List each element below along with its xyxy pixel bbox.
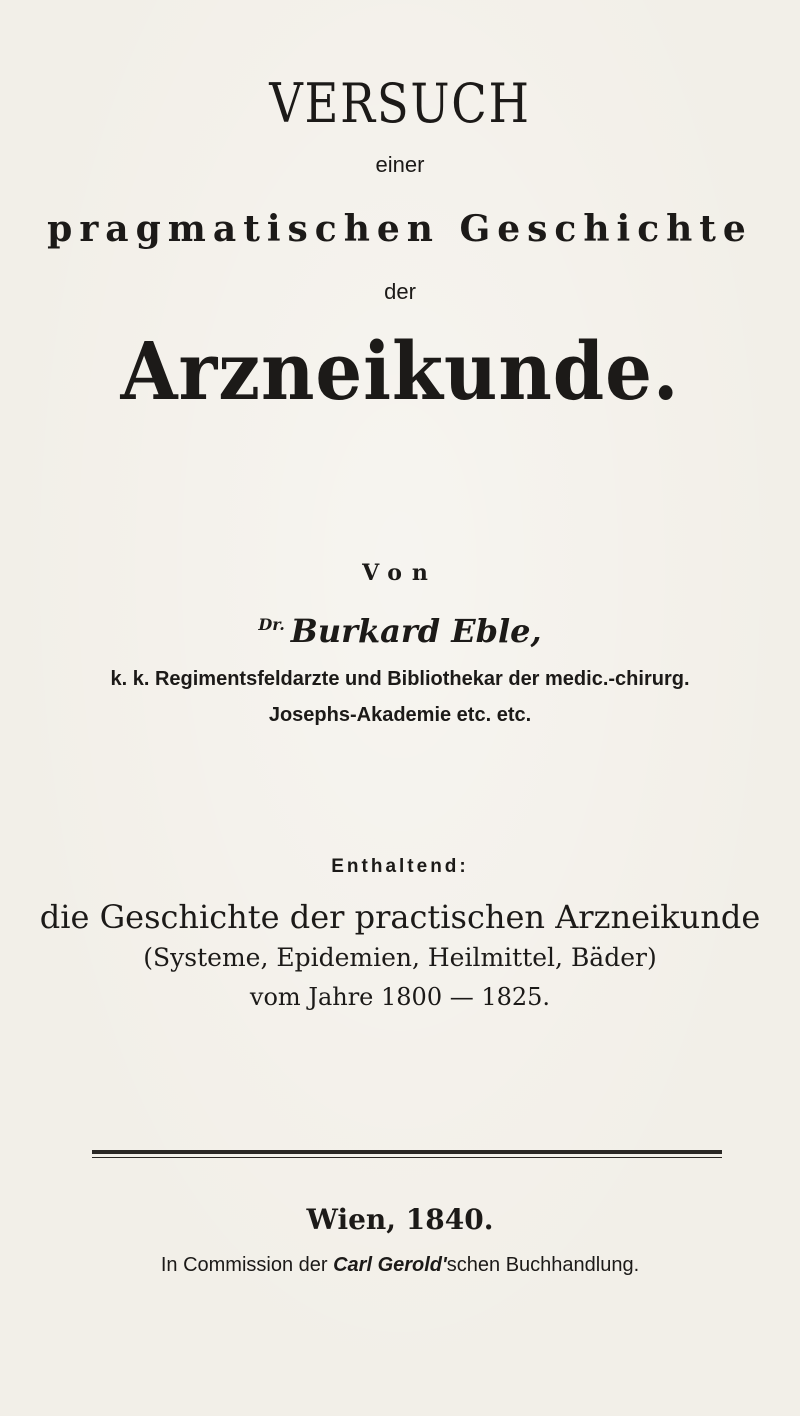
publisher-prefix: In Commission der: [160, 1254, 328, 1276]
imprint-publisher: [0, 1254, 800, 1277]
title-word-einer: einer: [375, 152, 425, 177]
publisher-name: Carl Gerold': [333, 1254, 447, 1276]
divider-rule-thick: [92, 1150, 722, 1154]
contents-line3: vom Jahre 1800 — 1825.: [249, 983, 551, 1011]
title-word-der: der: [384, 279, 416, 304]
title-pragmatic-history: pragmatischen Geschichte: [47, 208, 753, 250]
author-affiliation-line2: Josephs-Akademie etc. etc.: [268, 704, 532, 726]
contents-line1: die Geschichte der practischen Arzneikunde: [39, 898, 761, 936]
author-name: Burkard Eble,: [290, 612, 542, 650]
author-line: [0, 612, 800, 650]
author-prefix: Dr.: [258, 615, 285, 635]
publisher-suffix: schen Buchhandlung.: [446, 1254, 640, 1276]
title-subject-fraktur: Arzneikunde.: [120, 324, 680, 418]
divider-rule-thin: [92, 1157, 722, 1158]
imprint-place-year: Wien, 1840.: [306, 1203, 494, 1236]
contents-heading: Enthaltend:: [331, 856, 469, 877]
book-title: VERSUCH: [269, 72, 531, 135]
by-line-von: Von: [362, 560, 438, 586]
author-affiliation-line1: k. k. Regimentsfeldarzte und Bibliothekar der medic.-chirurg.: [110, 668, 690, 690]
contents-line2: (Systeme, Epidemien, Heilmittel, Bäder): [143, 943, 657, 972]
